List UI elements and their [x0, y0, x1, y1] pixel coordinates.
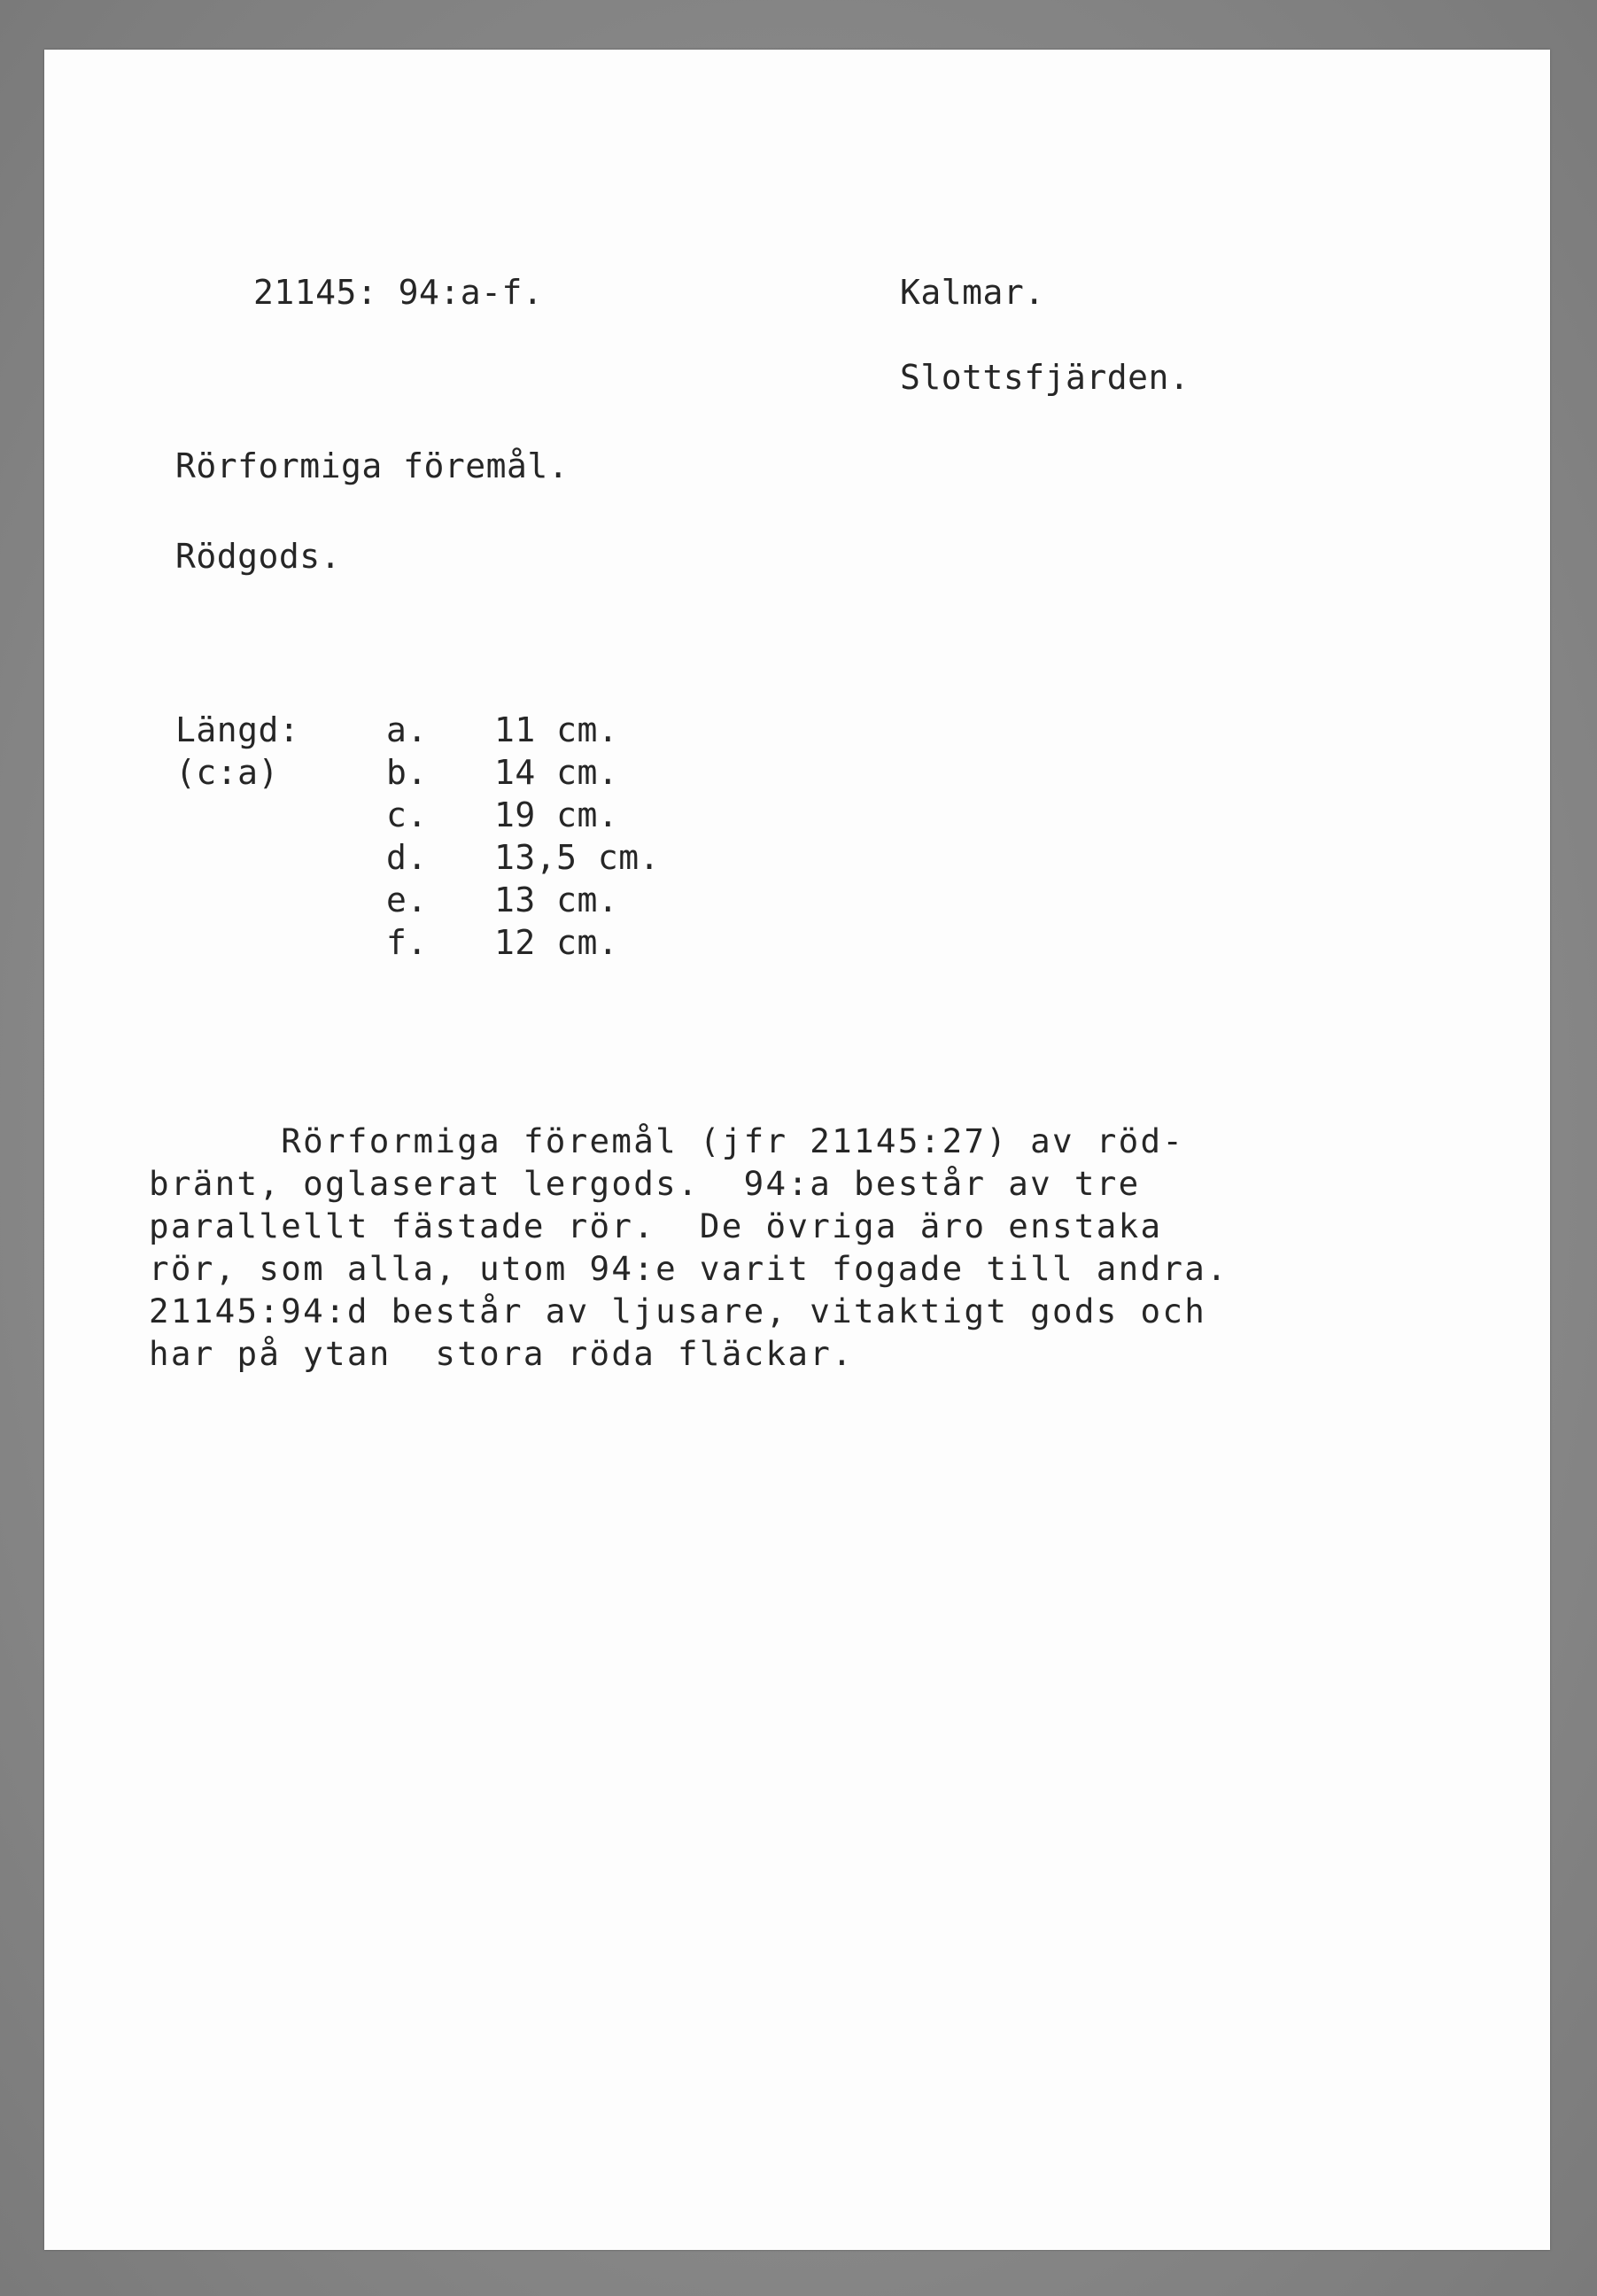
length-value: 11 cm. — [494, 710, 619, 749]
length-letter: c. — [386, 795, 428, 834]
catalog-card — [44, 50, 1550, 2250]
object-name: Rörformiga föremål. — [175, 446, 570, 485]
length-letter: d. — [386, 838, 428, 877]
length-value: 13 cm. — [494, 880, 619, 919]
material: Rödgods. — [175, 537, 342, 576]
length-letter: e. — [386, 880, 428, 919]
description-line: parallellt fästade rör. De övriga äro enstaka — [149, 1206, 1163, 1245]
length-value: 13,5 cm. — [494, 838, 661, 877]
place-name: Kalmar. — [900, 273, 1045, 312]
length-qualifier: (c:a) — [175, 753, 279, 792]
length-label: Längd: — [175, 710, 300, 749]
length-value: 19 cm. — [494, 795, 619, 834]
length-letter: a. — [386, 710, 428, 749]
description-line: har på ytan stora röda fläckar. — [149, 1334, 855, 1373]
description-line: Rörformiga föremål (jfr 21145:27) av röd- — [149, 1121, 1185, 1160]
description-line: 21145:94:d består av ljusare, vitaktigt gods och — [149, 1292, 1207, 1330]
length-value: 14 cm. — [494, 753, 619, 792]
description-line: rör, som alla, utom 94:e varit fogade till andra. — [149, 1249, 1229, 1288]
length-value: 12 cm. — [494, 923, 619, 962]
length-letter: f. — [386, 923, 428, 962]
description-line: bränt, oglaserat lergods. 94:a består av tre — [149, 1164, 1141, 1203]
catalog-number: 21145: 94:a-f. — [253, 273, 544, 312]
length-letter: b. — [386, 753, 428, 792]
site-name: Slottsfjärden. — [900, 358, 1190, 397]
